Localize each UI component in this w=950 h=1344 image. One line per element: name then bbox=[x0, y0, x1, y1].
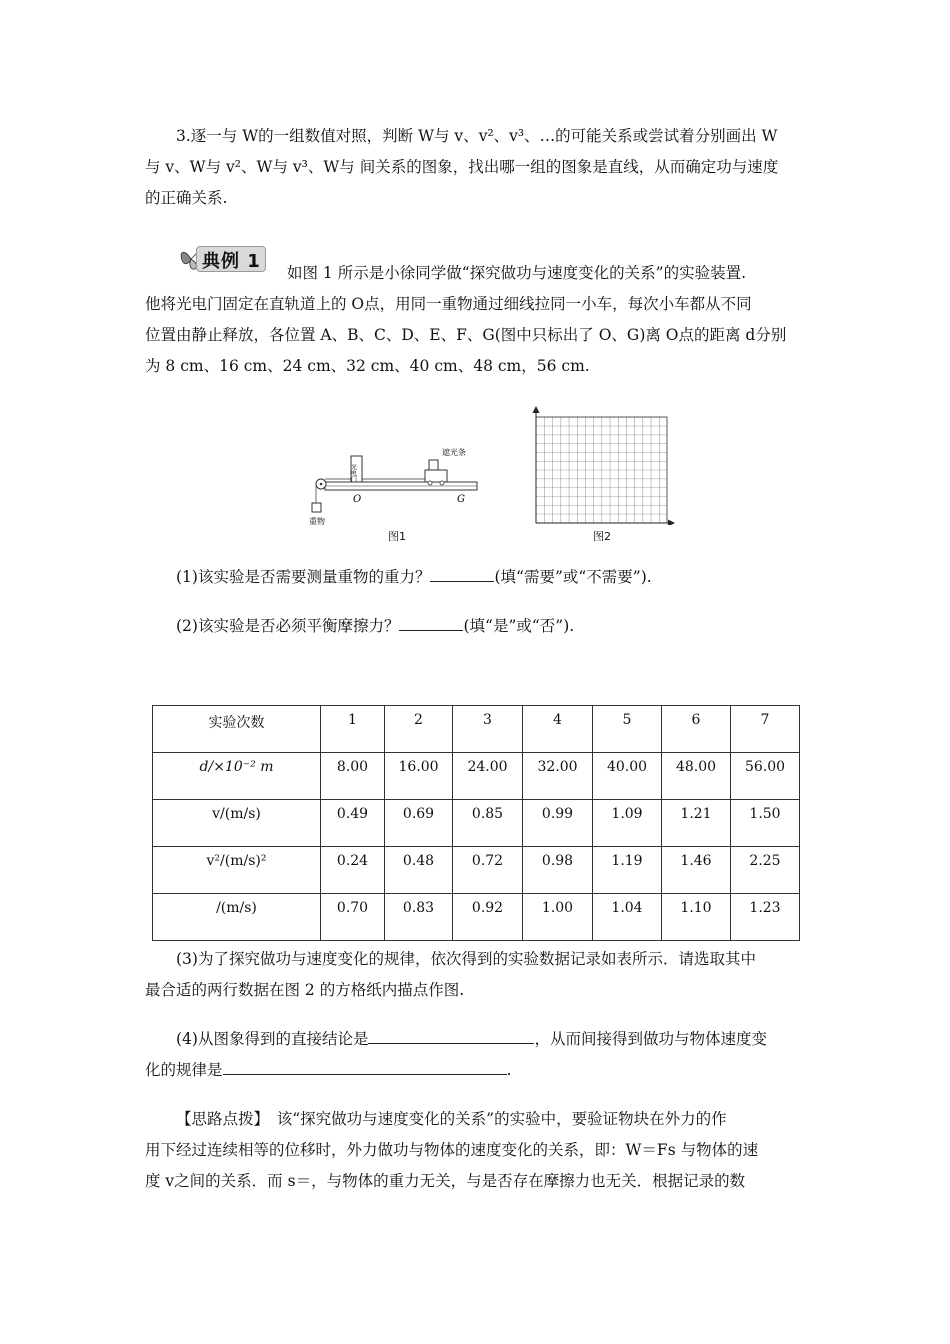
table-row bbox=[153, 847, 800, 894]
figure-2-grid bbox=[526, 405, 676, 525]
table-cell: 0.99 bbox=[523, 800, 593, 847]
figure-2-caption: 图2 bbox=[593, 530, 611, 543]
table-cell: 0.69 bbox=[385, 800, 453, 847]
table-header-cell: 6 bbox=[662, 706, 731, 753]
example-line1: 如图 1 所示是小徐同学做“探究做功与速度变化的关系”的实验装置. bbox=[287, 264, 746, 282]
table-cell: 16.00 bbox=[385, 753, 453, 800]
example-paragraph bbox=[145, 258, 810, 382]
q4-answer-blank-2[interactable] bbox=[223, 1058, 507, 1075]
question-1 bbox=[145, 562, 810, 593]
para3-line2: 与 v、W与 v²、W与 v³、W与 间关系的图象，找出哪一组的图象是直线，从而确定功与速度 bbox=[145, 158, 779, 176]
table-cell: 1.46 bbox=[662, 847, 731, 894]
table-header-cell: 3 bbox=[453, 706, 523, 753]
point-o-label: O bbox=[353, 494, 362, 505]
row-label-v-squared: v²/(m/s)² bbox=[153, 847, 321, 894]
question-2 bbox=[145, 611, 810, 642]
row-label-v: v/(m/s) bbox=[153, 800, 321, 847]
q4-part1: (4)从图象得到的直接结论是 bbox=[176, 1030, 369, 1048]
q4-part4: . bbox=[506, 1061, 512, 1079]
table-cell: 0.83 bbox=[385, 894, 453, 941]
table-cell: 0.70 bbox=[321, 894, 385, 941]
q4-part2: ，从而间接得到做功与物体速度变 bbox=[534, 1030, 767, 1048]
table-cell: 1.00 bbox=[523, 894, 593, 941]
para3-line3: 的正确关系. bbox=[145, 189, 228, 207]
hint-line3: 度 v之间的关系．而 s＝，与物体的重力无关，与是否存在摩擦力也无关．根据记录的数 bbox=[145, 1172, 746, 1190]
table-header-cell: 5 bbox=[593, 706, 662, 753]
q1-answer-blank[interactable] bbox=[430, 565, 494, 582]
paragraph-3 bbox=[145, 121, 810, 214]
q2-hint: (填“是”或“否”). bbox=[463, 617, 575, 635]
table-cell: 1.50 bbox=[731, 800, 800, 847]
table-cell: 0.85 bbox=[453, 800, 523, 847]
table-cell: 24.00 bbox=[453, 753, 523, 800]
table-cell: 0.48 bbox=[385, 847, 453, 894]
table-cell: 2.25 bbox=[731, 847, 800, 894]
table-cell: 0.49 bbox=[321, 800, 385, 847]
strip-label: 遮光条 bbox=[442, 448, 466, 457]
table-cell: 1.04 bbox=[593, 894, 662, 941]
table-cell: 32.00 bbox=[523, 753, 593, 800]
table-header-cell: 7 bbox=[731, 706, 800, 753]
q2-text: (2)该实验是否必须平衡摩擦力？ bbox=[176, 617, 400, 635]
hint-paragraph bbox=[145, 1104, 810, 1197]
table-row bbox=[153, 753, 800, 800]
table-header-cell: 2 bbox=[385, 706, 453, 753]
q4-answer-blank-1[interactable] bbox=[368, 1027, 534, 1044]
photogate-label: 光电门 bbox=[349, 464, 357, 482]
table-header-row bbox=[153, 706, 800, 753]
question-3 bbox=[145, 944, 810, 1006]
table-header-cell: 4 bbox=[523, 706, 593, 753]
table-cell: 1.19 bbox=[593, 847, 662, 894]
point-g-label: G bbox=[457, 494, 465, 505]
table-cell: 0.92 bbox=[453, 894, 523, 941]
q3-line2: 最合适的两行数据在图 2 的方格纸内描点作图. bbox=[145, 981, 465, 999]
q1-text: (1)该实验是否需要测量重物的重力？ bbox=[176, 568, 431, 586]
table-cell: 8.00 bbox=[321, 753, 385, 800]
row-label-sqrt-v: /(m/s) bbox=[153, 894, 321, 941]
table-cell: 56.00 bbox=[731, 753, 800, 800]
hint-line1: 【思路点拨】 该“探究做功与速度变化的关系”的实验中，要验证物块在外力的作 bbox=[176, 1110, 727, 1128]
table-header-cell: 实验次数 bbox=[153, 706, 321, 753]
table-row bbox=[153, 894, 800, 941]
table-cell: 40.00 bbox=[593, 753, 662, 800]
q4-part3: 化的规律是 bbox=[145, 1061, 223, 1079]
example-line4: 为 8 cm、16 cm、24 cm、32 cm、40 cm、48 cm，56 cm. bbox=[145, 357, 590, 375]
question-4 bbox=[145, 1024, 810, 1086]
table-cell: 1.21 bbox=[662, 800, 731, 847]
example-line3: 位置由静止释放，各位置 A、B、C、D、E、F、G(图中只标出了 O、G)离 O点的距离 d分别 bbox=[145, 326, 787, 344]
table-cell: 1.10 bbox=[662, 894, 731, 941]
figure-1-caption: 图1 bbox=[388, 530, 406, 543]
table-cell: 0.24 bbox=[321, 847, 385, 894]
q1-hint: (填“需要”或“不需要”). bbox=[494, 568, 652, 586]
table-header-cell: 1 bbox=[321, 706, 385, 753]
table-cell: 1.09 bbox=[593, 800, 662, 847]
q3-line1: (3)为了探究做功与速度变化的规律，依次得到的实验数据记录如表所示．请选取其中 bbox=[176, 950, 756, 968]
q2-answer-blank[interactable] bbox=[399, 614, 463, 631]
weight-label: 重物 bbox=[309, 517, 325, 526]
hint-line2: 用下经过连续相等的位移时，外力做功与物体的速度变化的关系，即：W＝Fs 与物体的速 bbox=[145, 1141, 759, 1159]
row-label-d: d/×10⁻² m bbox=[153, 753, 321, 800]
table-cell: 1.23 bbox=[731, 894, 800, 941]
table-cell: 0.98 bbox=[523, 847, 593, 894]
data-table bbox=[152, 705, 800, 941]
table-cell: 48.00 bbox=[662, 753, 731, 800]
x-axis-arrow-icon bbox=[668, 520, 675, 526]
badge-text: 典例 1 bbox=[202, 251, 261, 272]
table-row bbox=[153, 800, 800, 847]
table-cell: 0.72 bbox=[453, 847, 523, 894]
para3-line1: 3.逐一与 W的一组数值对照，判断 W与 v、v²、v³、…的可能关系或尝试着分别画出 W bbox=[176, 127, 778, 145]
example-line2: 他将光电门固定在直轨道上的 O点，用同一重物通过细线拉同一小车，每次小车都从不同 bbox=[145, 295, 752, 313]
y-axis-arrow-icon bbox=[533, 406, 540, 413]
